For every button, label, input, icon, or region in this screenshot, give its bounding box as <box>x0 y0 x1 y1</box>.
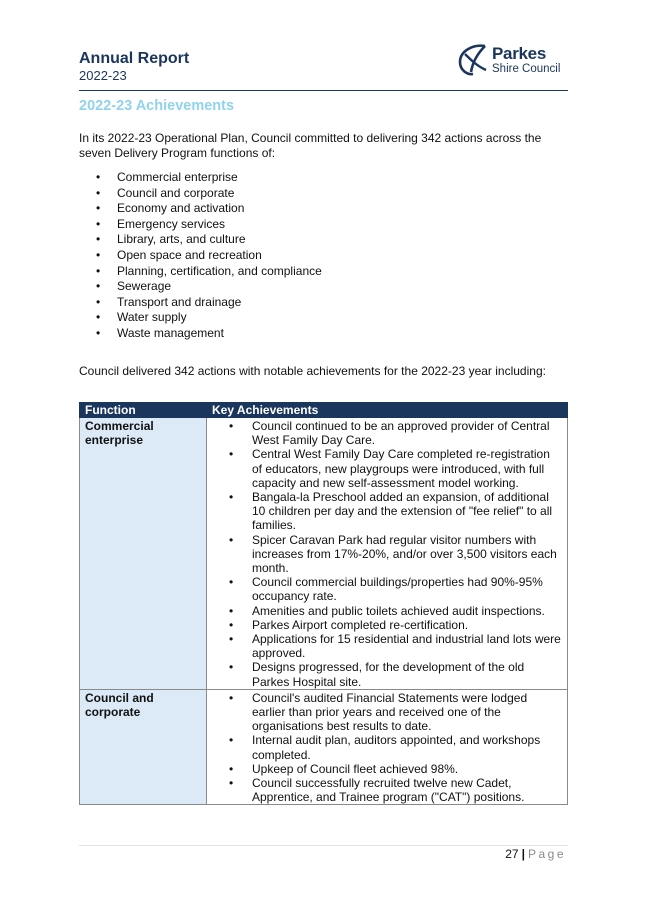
achievements-cell <box>207 418 568 690</box>
function-cell: Commercial enterprise <box>80 418 207 690</box>
list-item: • Water supply <box>96 310 322 326</box>
intro-paragraph: In its 2022-23 Operational Plan, Council committed to delivering 342 actions across the seven Delivery Program functions of: <box>79 131 542 160</box>
list-item: • Open space and recreation <box>96 248 322 264</box>
council-logo <box>455 42 575 78</box>
achievements-cell <box>207 689 568 805</box>
list-item: • Waste management <box>96 326 322 342</box>
list-item: • Sewerage <box>96 279 322 295</box>
column-header-function: Function <box>80 403 207 418</box>
list-item: • Planning, certification, and compliance <box>96 264 322 280</box>
list-item: • Bangala-la Preschool added an expansion, of additional 10 children per day and the extension of "fee relief" to all families. <box>207 490 563 533</box>
list-item: • Spicer Caravan Park had regular visitor numbers with increases from 17%-20%, and/or over 3,500 visitors each month. <box>207 533 563 576</box>
achievements-list <box>207 691 563 805</box>
report-year: 2022-23 <box>79 68 127 83</box>
list-item: • Library, arts, and culture <box>96 232 322 248</box>
functions-list <box>96 170 322 342</box>
list-item: • Upkeep of Council fleet achieved 98%. <box>207 762 563 776</box>
delivered-paragraph: Council delivered 342 actions with notable achievements for the 2022-23 year including: <box>79 364 546 378</box>
achievements-list <box>207 419 563 689</box>
header-divider <box>79 90 568 91</box>
list-item: • Economy and activation <box>96 201 322 217</box>
logo-name: Parkes <box>492 44 546 63</box>
table-row <box>80 689 568 805</box>
list-item: • Emergency services <box>96 217 322 233</box>
page-label: Page <box>527 847 566 861</box>
list-item: • Council successfully recruited twelve new Cadet, Apprentice, and Trainee program ("CAT") positions. <box>207 776 563 804</box>
list-item: • Amenities and public toilets achieved audit inspections. <box>207 604 563 618</box>
section-heading: 2022-23 Achievements <box>79 98 235 114</box>
list-item: • Internal audit plan, auditors appointed, and workshops completed. <box>207 733 563 761</box>
function-cell: Council and corporate <box>80 689 207 805</box>
report-title: Annual Report <box>79 50 190 67</box>
list-item: • Applications for 15 residential and industrial land lots were approved. <box>207 632 563 660</box>
list-item: • Council continued to be an approved provider of Central West Family Day Care. <box>207 419 563 447</box>
page-footer <box>505 847 566 861</box>
council-logo-icon <box>455 42 491 78</box>
column-header-key-achievements: Key Achievements <box>207 403 568 418</box>
achievements-table <box>79 402 568 805</box>
list-item: • Transport and drainage <box>96 295 322 311</box>
list-item: • Council's audited Financial Statements were lodged earlier than prior years and received one of the organisations best results to date. <box>207 691 563 734</box>
list-item: • Council and corporate <box>96 186 322 202</box>
logo-subtitle: Shire Council <box>492 63 561 75</box>
list-item: • Parkes Airport completed re-certification. <box>207 618 563 632</box>
table-header-row <box>80 403 568 418</box>
list-item: • Central West Family Day Care completed re-registration of educators, new playgroups were introduced, with full capacity and new self-assessment model working. <box>207 447 563 490</box>
list-item: • Commercial enterprise <box>96 170 322 186</box>
list-item: • Designs progressed, for the development of the old Parkes Hospital site. <box>207 660 563 688</box>
footer-separator: | <box>521 847 525 861</box>
page-number: 27 <box>505 847 519 861</box>
list-item: • Council commercial buildings/properties had 90%-95% occupancy rate. <box>207 575 563 603</box>
table-row <box>80 418 568 690</box>
footer-divider <box>79 845 568 846</box>
